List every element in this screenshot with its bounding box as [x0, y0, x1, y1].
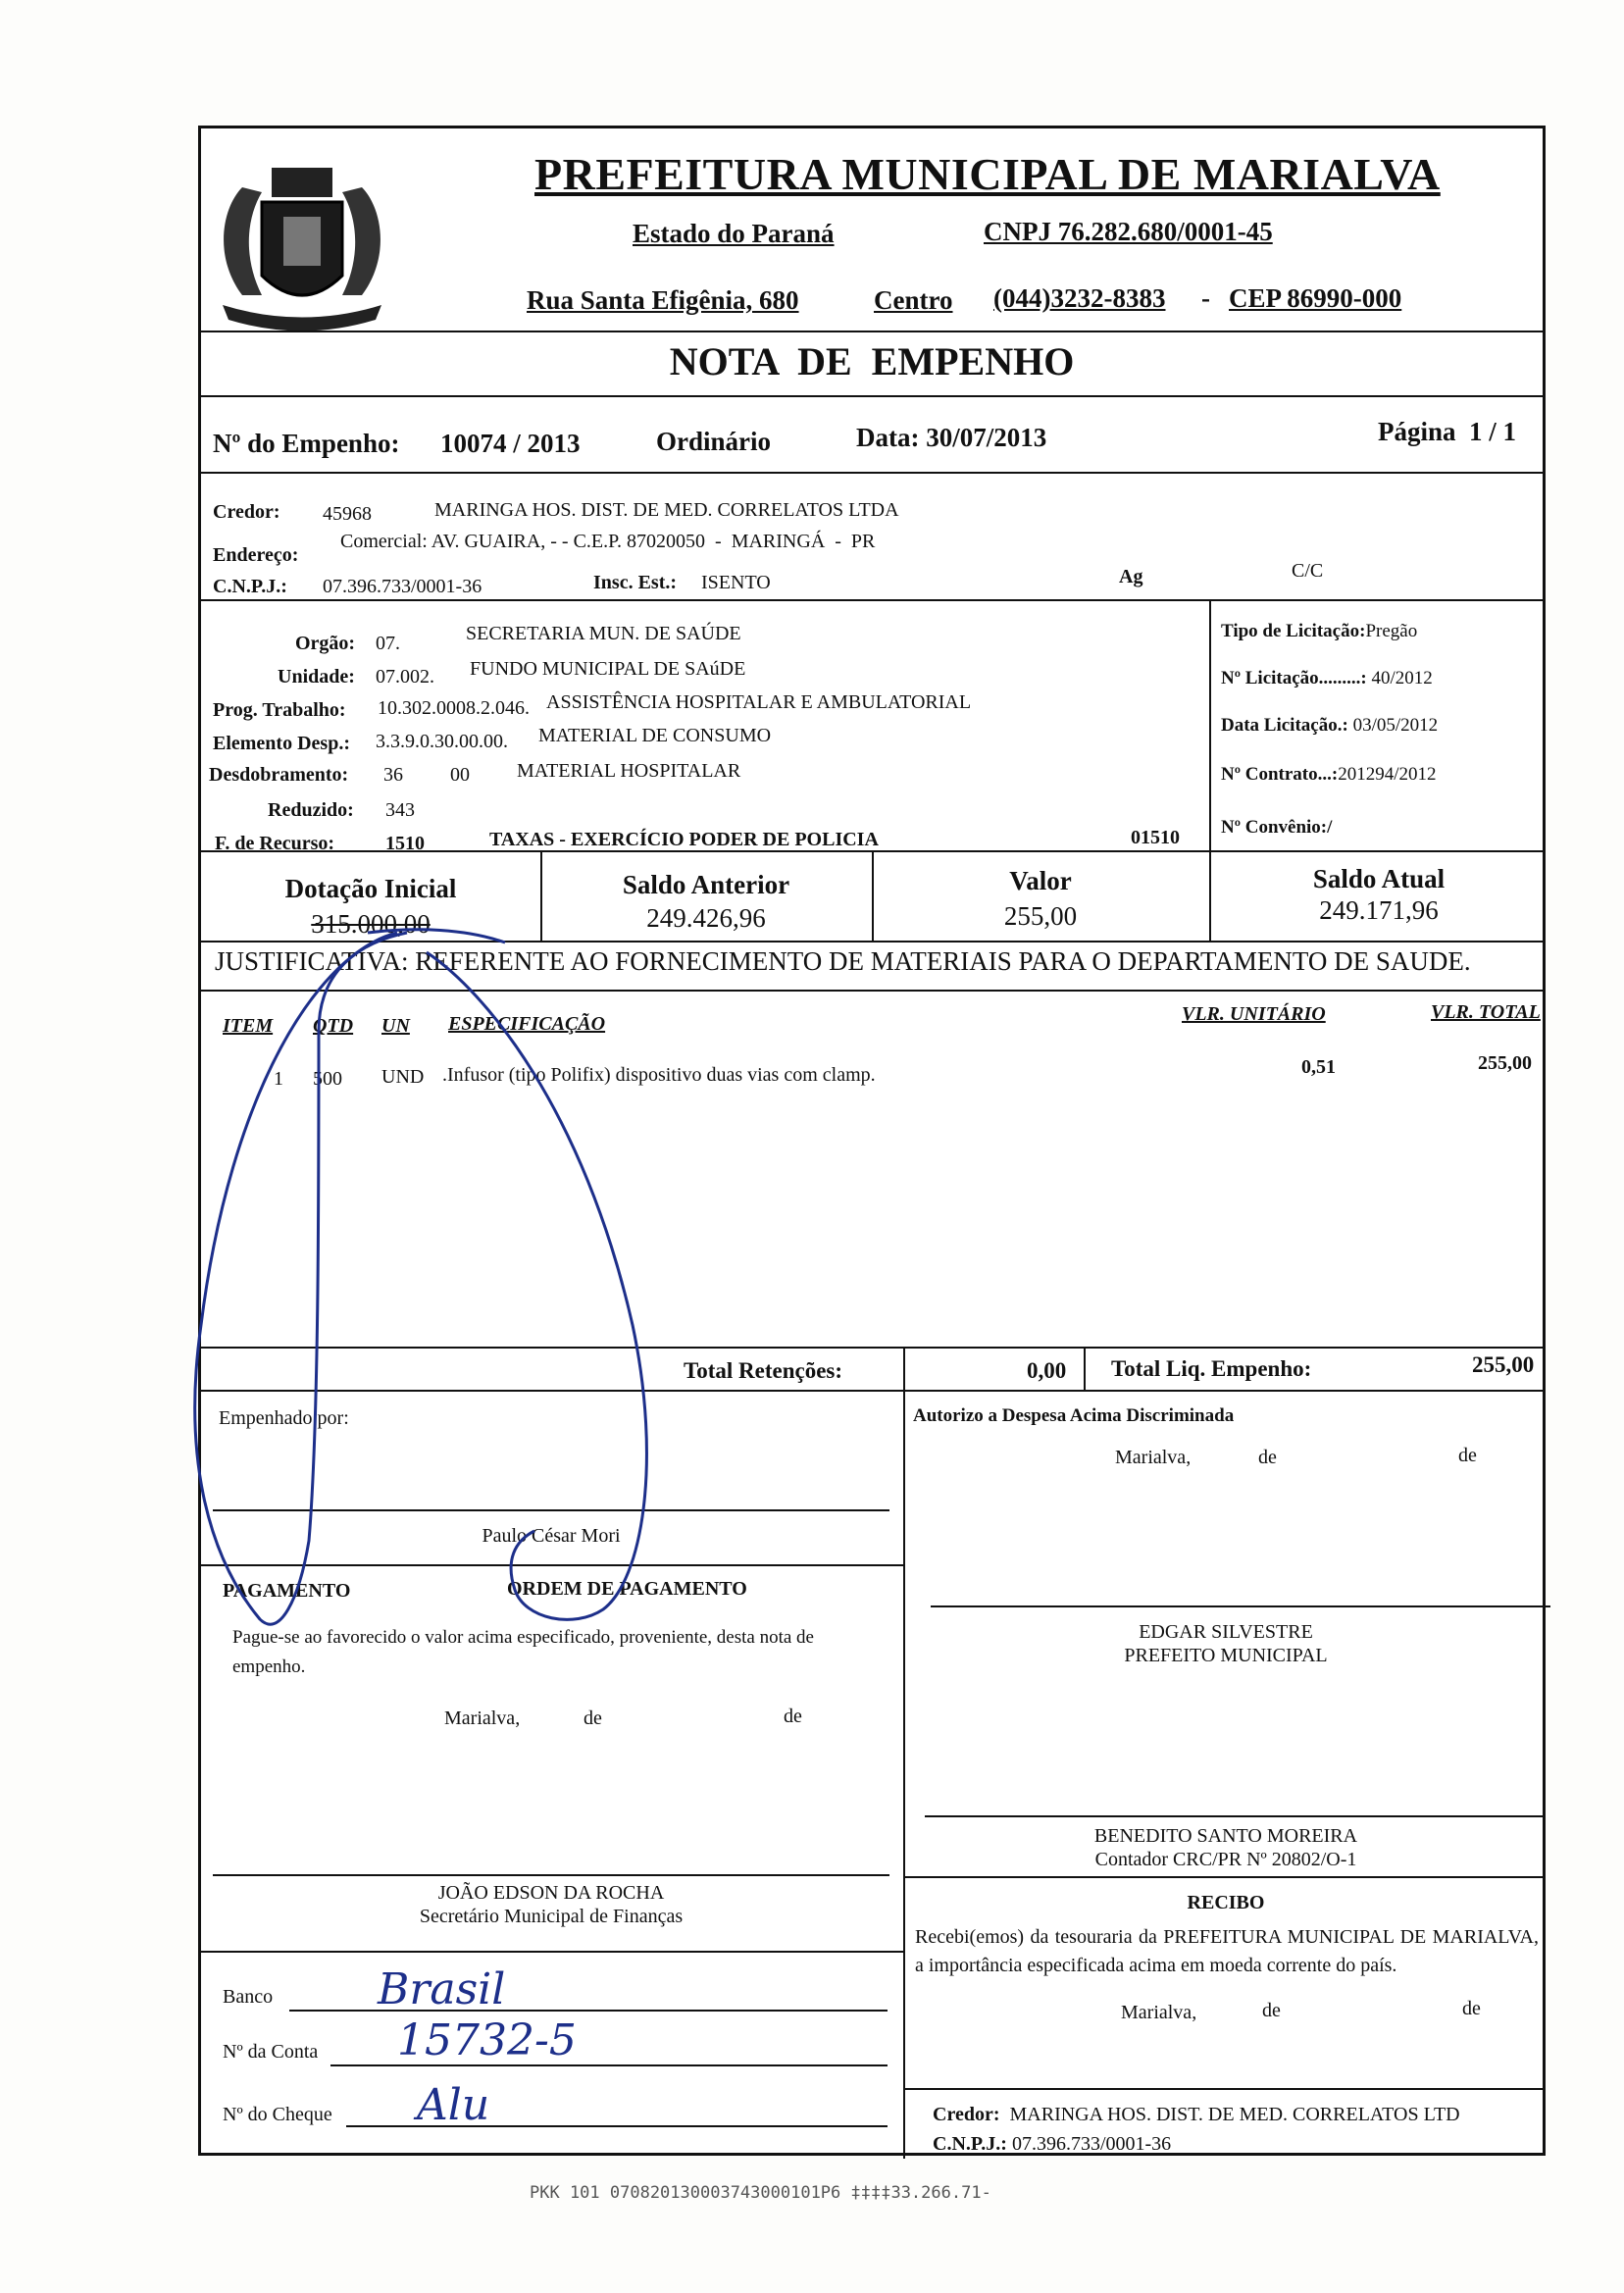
unidade-code: 07.002.	[376, 666, 434, 688]
empenho-number: 10074 / 2013	[440, 429, 581, 458]
empenho-type: Ordinário	[656, 427, 772, 456]
col-un: UN	[381, 1015, 410, 1037]
ie-label: Insc. Est.:	[593, 572, 678, 593]
conta-handwriting: 15732-5	[397, 2015, 577, 2065]
creditor-label: Credor:	[213, 501, 280, 523]
empenhado-por-name: Paulo César Mori	[482, 1525, 621, 1547]
total-retencoes-value: 0,00	[1027, 1358, 1067, 1383]
autorizo-de-1: de	[1258, 1447, 1277, 1468]
elem-code: 3.3.9.0.30.00.00.	[376, 731, 508, 752]
page-number: Página 1 / 1	[1378, 417, 1517, 446]
desd-code1: 36	[383, 764, 403, 786]
cheque-label: Nº do Cheque	[223, 2104, 332, 2125]
pagamento-de-1: de	[584, 1707, 602, 1729]
prefeito-name: EDGAR SILVESTRE	[1139, 1621, 1313, 1643]
reduzido-label: Reduzido:	[268, 799, 354, 821]
dotacao-label: Dotação Inicial	[284, 874, 457, 903]
recibo-title: RECIBO	[1187, 1892, 1265, 1913]
recibo-cnpj-label: C.N.P.J.:	[933, 2133, 1007, 2155]
recibo-credor-name: MARINGA HOS. DIST. DE MED. CORRELATOS LTD	[1009, 2104, 1460, 2125]
ie-value: ISENTO	[701, 572, 771, 593]
header-title: PREFEITURA MUNICIPAL DE MARIALVA	[534, 149, 1441, 199]
footer-code: PKK 101 070820130003743000101P6 ‡‡‡‡33.266.71-	[530, 2183, 991, 2203]
total-liq-value: 255,00	[1472, 1352, 1535, 1377]
creditor-name: MARINGA HOS. DIST. DE MED. CORRELATOS LTDA	[434, 499, 899, 521]
header-district: Centro	[874, 285, 953, 315]
prog-label: Prog. Trabalho:	[213, 699, 346, 721]
ordem-pagamento-label: ORDEM DE PAGAMENTO	[507, 1578, 747, 1600]
valor-value: 255,00	[1003, 901, 1078, 931]
orgao-label: Orgão:	[295, 633, 356, 654]
col-spec: ESPECIFICAÇÃO	[448, 1013, 606, 1035]
item-number: 1	[274, 1068, 283, 1090]
total-liq-label: Total Liq. Empenho:	[1111, 1356, 1312, 1381]
unidade-name: FUNDO MUNICIPAL DE SAúDE	[470, 658, 746, 680]
desd-code2: 00	[450, 764, 470, 786]
header-separator: -	[1201, 283, 1210, 313]
address-value: Comercial: AV. GUAIRA, - - C.E.P. 87020050 - MARINGÁ - PR	[340, 531, 876, 552]
elem-name: MATERIAL DE CONSUMO	[538, 725, 772, 746]
item-spec: .Infusor (tipo Polifix) dispositivo duas vias com clamp.	[442, 1064, 876, 1086]
licitacao-date-label: Data Licitação.:	[1221, 715, 1348, 736]
pagamento-label: PAGAMENTO	[223, 1580, 351, 1602]
prog-name: ASSISTÊNCIA HOSPITALAR E AMBULATORIAL	[546, 691, 972, 713]
justification: JUSTIFICATIVA: REFERENTE AO FORNECIMENTO DE MATERIAIS PARA O DEPARTAMENTO DE SAUDE.	[215, 946, 1471, 976]
item-total-value: 255,00	[1478, 1052, 1532, 1074]
recibo-credor	[933, 2104, 1460, 2126]
recibo-de-1: de	[1262, 2000, 1281, 2021]
autorizo-de-2: de	[1458, 1445, 1477, 1466]
saldo-anterior-value: 249.426,96	[646, 903, 766, 933]
doc-title: NOTA DE EMPENHO	[669, 339, 1075, 383]
dotacao-value: 315.000,00	[311, 909, 431, 939]
contador-title: Contador CRC/PR Nº 20802/O-1	[1094, 1849, 1357, 1870]
recurso-name: TAXAS - EXERCÍCIO PODER DE POLICIA	[489, 829, 879, 850]
desd-name: MATERIAL HOSPITALAR	[517, 760, 741, 782]
prefeito-title: PREFEITO MUNICIPAL	[1124, 1645, 1328, 1666]
valor-label: Valor	[1009, 866, 1072, 895]
banco-label: Banco	[223, 1986, 274, 2008]
licitacao-type-label: Tipo de Licitação:	[1221, 621, 1366, 641]
reduzido-value: 343	[385, 799, 415, 821]
contract-number-value: 201294/2012	[1338, 764, 1437, 785]
recibo-de-2: de	[1462, 1998, 1481, 2019]
empenhado-por-label: Empenhado por:	[219, 1407, 349, 1429]
secretario-name: JOÃO EDSON DA ROCHA	[437, 1882, 665, 1904]
convenio-label: Nº Convênio:/	[1221, 817, 1333, 838]
header-street: Rua Santa Efigênia, 680	[527, 285, 799, 315]
banco-handwriting: Brasil	[378, 1964, 506, 2014]
ag-label: Ag	[1119, 566, 1143, 587]
contract-number-label: Nº Contrato...:	[1221, 764, 1339, 785]
header-phone: (044)3232-8383	[993, 283, 1166, 313]
item-qtd: 500	[313, 1068, 342, 1090]
item-unit-value: 0,51	[1301, 1056, 1336, 1078]
recurso-number: 01510	[1131, 827, 1180, 848]
licitacao-type	[1221, 621, 1417, 642]
recurso-label: F. de Recurso:	[215, 833, 335, 854]
autorizo-label: Autorizo a Despesa Acima Discriminada	[913, 1405, 1235, 1426]
conta-label: Nº da Conta	[223, 2041, 319, 2063]
header-cnpj: CNPJ 76.282.680/0001-45	[984, 217, 1273, 246]
saldo-atual-value: 249.171,96	[1319, 895, 1439, 925]
prog-code: 10.302.0008.2.046.	[378, 697, 530, 719]
licitacao-number	[1221, 668, 1433, 689]
creditor-cnpj: 07.396.733/0001-36	[323, 576, 482, 597]
licitacao-number-value: 40/2012	[1371, 668, 1433, 688]
saldo-anterior-label: Saldo Anterior	[622, 870, 790, 899]
recibo-cnpj-value: 07.396.733/0001-36	[1011, 2133, 1172, 2155]
recibo-credor-label: Credor:	[933, 2104, 1000, 2125]
col-item: ITEM	[223, 1015, 274, 1037]
hand-drawn-signature	[172, 913, 878, 1894]
col-unit-value: VLR. UNITÁRIO	[1182, 1003, 1326, 1025]
saldo-atual-label: Saldo Atual	[1312, 864, 1446, 893]
recibo-cnpj	[933, 2133, 1171, 2156]
recurso-code: 1510	[385, 833, 425, 854]
autorizo-city: Marialva,	[1115, 1447, 1192, 1468]
pagamento-city: Marialva,	[444, 1707, 521, 1729]
creditor-cnpj-label: C.N.P.J.:	[213, 576, 287, 597]
recibo-text: Recebi(emos) da tesouraria da PREFEITURA MUNICIPAL DE MARIALVA, a importância especificada acima em moeda corrente do país.	[915, 1926, 1539, 1976]
cheque-handwriting: Alu	[417, 2080, 490, 2130]
cc-label: C/C	[1292, 560, 1324, 582]
col-total-value: VLR. TOTAL	[1431, 1001, 1541, 1023]
total-retencoes-label: Total Retenções:	[684, 1358, 843, 1383]
elem-label: Elemento Desp.:	[213, 733, 350, 754]
header-state: Estado do Paraná	[633, 219, 835, 248]
desd-label: Desdobramento:	[209, 764, 349, 786]
nota-de-empenho-form	[198, 126, 1546, 2156]
unidade-label: Unidade:	[278, 666, 355, 688]
pague-text: Pague-se ao favorecido o valor acima especificado, proveniente, desta nota de empenho.	[232, 1627, 814, 1677]
col-qtd: QTD	[313, 1015, 354, 1037]
address-label: Endereço:	[213, 544, 299, 566]
empenho-label: Nº do Empenho:	[213, 429, 400, 458]
item-un: UND	[381, 1066, 425, 1088]
secretario-title: Secretário Municipal de Finanças	[419, 1906, 684, 1927]
licitacao-number-label: Nº Licitação.........:	[1221, 668, 1367, 688]
licitacao-date	[1221, 715, 1438, 737]
creditor-code: 45968	[323, 503, 372, 525]
contract-number	[1221, 764, 1436, 786]
empenho-date: Data: 30/07/2013	[856, 423, 1047, 452]
recibo-city: Marialva,	[1121, 2002, 1197, 2023]
header-cep: CEP 86990-000	[1229, 283, 1402, 313]
licitacao-type-value: Pregão	[1365, 621, 1418, 641]
municipal-crest-icon	[203, 148, 401, 334]
orgao-code: 07.	[376, 633, 400, 654]
licitacao-date-value: 03/05/2012	[1352, 715, 1439, 736]
contador-name: BENEDITO SANTO MOREIRA	[1093, 1825, 1358, 1847]
orgao-name: SECRETARIA MUN. DE SAÚDE	[466, 623, 741, 644]
pagamento-de-2: de	[784, 1706, 802, 1727]
